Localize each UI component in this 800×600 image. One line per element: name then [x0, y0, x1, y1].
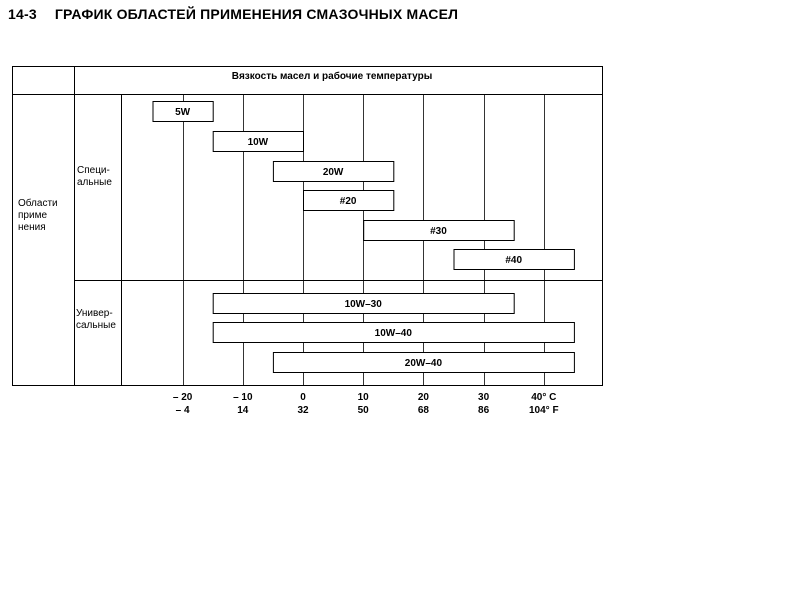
row-header-line-1: Области: [18, 198, 58, 209]
range-bar-label: 5W: [175, 107, 191, 118]
title-text: ГРАФИК ОБЛАСТЕЙ ПРИМЕНЕНИЯ СМАЗОЧНЫХ МАСЕЛ: [54, 6, 459, 22]
tick-label-c: 20: [417, 392, 429, 403]
tick-label-c: – 10: [233, 392, 253, 403]
section-number: 14-3: [8, 6, 37, 22]
tick-label-c: – 20: [172, 392, 193, 403]
group-label-special-line-2: альные: [77, 177, 112, 188]
range-bar-label: 10W–40: [374, 328, 412, 339]
tick-label-f: 104° F: [529, 405, 559, 416]
chart-header: Вязкость масел и рабочие температуры: [231, 71, 433, 82]
tick-label-f: – 4: [175, 405, 190, 416]
range-bar-label: 20W–40: [404, 358, 443, 369]
range-bar-label: #40: [505, 255, 523, 266]
row-header-line-3: нения: [18, 222, 46, 233]
row-header-line-2: приме: [18, 210, 47, 221]
tick-label-f: 14: [237, 405, 249, 416]
tick-label-f: 86: [478, 405, 490, 416]
range-bar-label: #20: [339, 196, 357, 207]
tick-label-c: 0: [300, 392, 306, 403]
group-label-special-line-1: Специ-: [77, 165, 110, 176]
tick-labels: [173, 392, 559, 416]
group-label-universal-line-1: Универ-: [76, 308, 113, 319]
tick-label-f: 50: [357, 405, 369, 416]
tick-label-c: 40° C: [531, 392, 557, 403]
tick-label-f: 32: [297, 405, 309, 416]
range-bar-label: 10W–30: [344, 299, 382, 310]
range-bar-label: #30: [430, 226, 447, 237]
range-bar-label: 10W: [247, 137, 269, 148]
group-label-special: [77, 165, 113, 188]
row-header: [18, 197, 60, 233]
group-label-universal: [76, 308, 116, 331]
tick-label-c: 30: [478, 392, 490, 403]
tick-label-c: 10: [357, 392, 369, 403]
range-bar-label: 20W: [322, 167, 344, 178]
tick-label-f: 68: [417, 405, 429, 416]
group-label-universal-line-2: сальные: [76, 320, 116, 331]
